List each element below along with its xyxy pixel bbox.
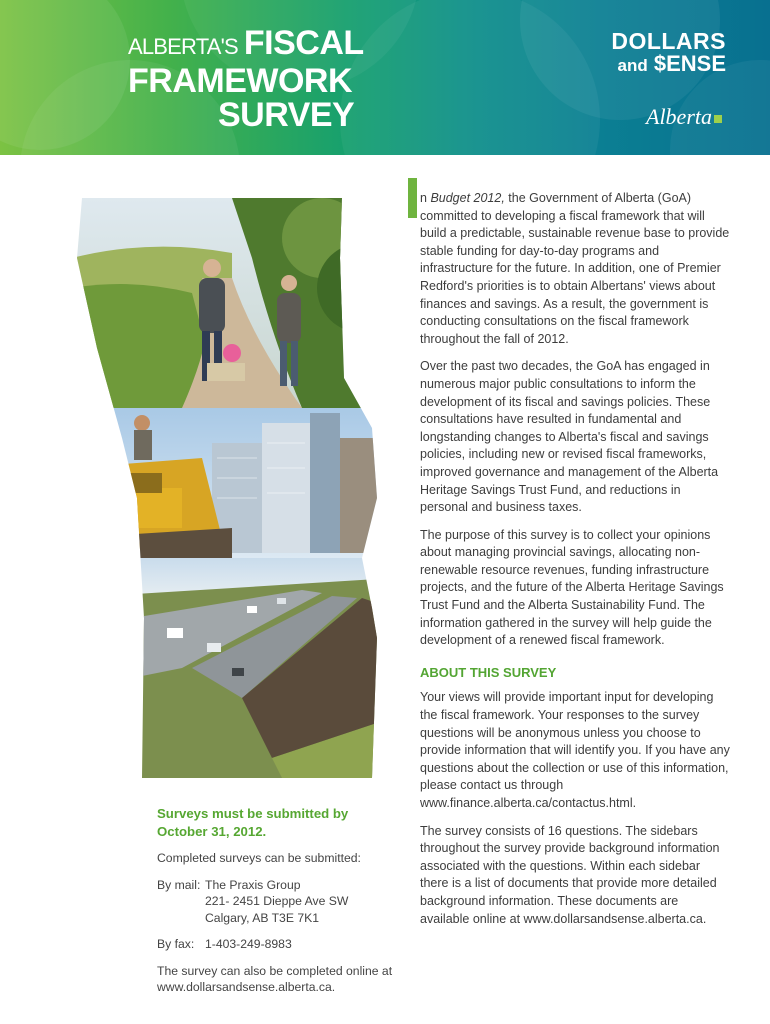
title-survey: SURVEY [218, 96, 355, 134]
intro-text-1: the Government of Alberta (GoA) committed to developing a fiscal framework that will build a predictable, sustainable revenue base to provide stable funding for day-to-day programs and infrastructure for the future. In addition, one of Premier Redford's priorities is to obtain Albertans' views about finances and savings. As a result, the government is conducting consultations on the fiscal framework throughout the fall of 2012. [420, 191, 730, 346]
intro-column [420, 190, 730, 938]
mail-line-3: Calgary, AB T3E 7K1 [205, 910, 320, 925]
submission-info [157, 805, 397, 1006]
photo-family-walk [72, 198, 392, 408]
brand-line2: $ENSE [653, 51, 726, 76]
about-paragraph-2: The survey consists of 16 questions. The sidebars throughout the survey provide background information associated with the questions. Within each sidebar there is a list of documents that provide more detailed background information. These documents are available online at www.dollarsandsense.alberta.ca. [420, 823, 720, 926]
photo-collage [72, 198, 392, 778]
alberta-logo-mark-icon [714, 115, 722, 123]
dollars-and-sense-logo [611, 30, 726, 78]
mail-line-1: The Praxis Group [205, 877, 301, 892]
title-small: ALBERTA'S [128, 34, 238, 59]
title-fiscal: FISCAL [243, 24, 364, 62]
drop-cap-bar [408, 178, 417, 218]
alberta-logo [646, 104, 722, 130]
intro-paragraph-3: The purpose of this survey is to collect your opinions about managing provincial savings, allocating non-renewable resource revenues, funding infrastructure projects, and the future of the Alberta Heritage Savings Trust Fund and the Alberta Sustainability Fund. The information gathered in the survey will help guide the development of a renewed fiscal framework. [420, 527, 724, 648]
mail-address [157, 877, 348, 927]
photo-construction-city [72, 408, 392, 558]
fax-number: 1-403-249-8983 [205, 937, 292, 951]
intro-paragraph-2: Over the past two decades, the GoA has engaged in numerous major public consultations to inform the development of its fiscal and savings policies. These consultations have resulted in fundamental and longstanding changes to Alberta's fiscal and savings policies, including new or revised fiscal frameworks, improved governance and management of the Alberta Heritage Savings Trust Fund, and reductions in personal and business taxes. [420, 359, 719, 515]
brand-and: and [617, 56, 648, 75]
title-framework: FRAMEWORK [128, 62, 353, 100]
about-paragraph-1: Your views will provide important input for developing the fiscal framework. Your responses to the survey questions will be anonymous unless you choose to provide information that will identify you. If you have any questions about the collection or use of this information, please contact us through www.finance.alberta.ca/contactus.html. [420, 690, 730, 810]
deadline-notice: Surveys must be submitted by October 31, 2012. [157, 806, 349, 839]
about-heading: ABOUT THIS SURVEY [420, 664, 557, 680]
intro-lead: n [420, 191, 427, 205]
photo-highway [72, 558, 392, 778]
survey-title [128, 26, 364, 132]
submission-intro: Completed surveys can be submitted: [157, 851, 361, 865]
mail-label: By mail: [157, 877, 201, 892]
online-option: The survey can also be completed online at www.dollarsandsense.alberta.ca. [157, 963, 393, 994]
brand-line1: DOLLARS [611, 28, 726, 54]
fax-label: By fax: [157, 937, 195, 951]
alberta-logo-text: Alberta [646, 104, 712, 129]
fax-info [157, 936, 292, 953]
mail-line-2: 221- 2451 Dieppe Ave SW [205, 894, 349, 908]
header-banner [0, 0, 770, 155]
budget-reference: Budget 2012, [430, 191, 505, 205]
intro-paragraph-1 [420, 190, 730, 348]
